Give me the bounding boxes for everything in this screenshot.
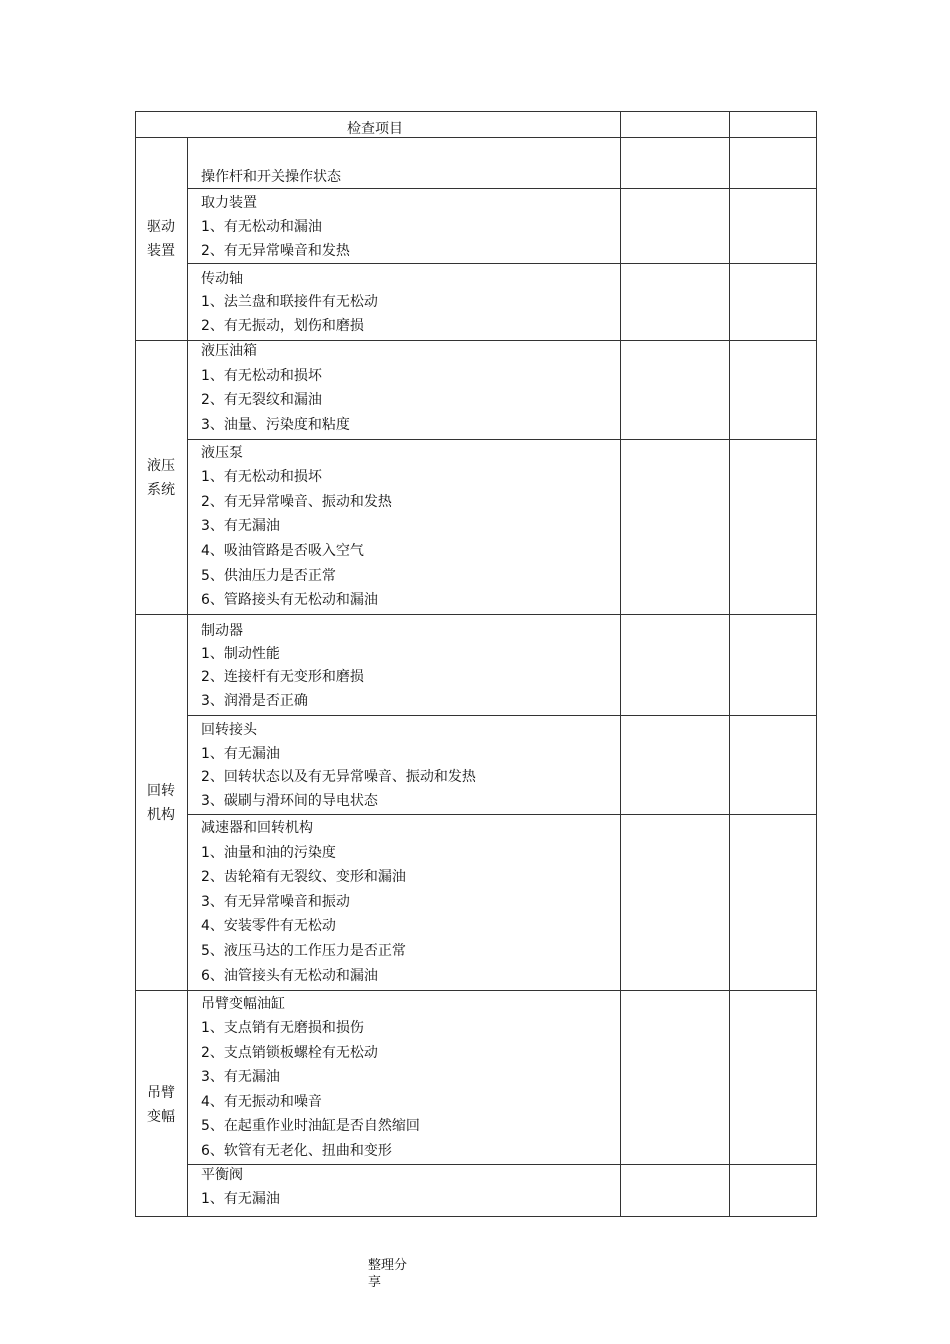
check-item: 3、有无漏油 (201, 1069, 280, 1085)
check-item: 2、支点销锁板螺栓有无松动 (201, 1045, 378, 1061)
category-line: 回转 (147, 783, 175, 799)
check-item: 2、连接杆有无变形和磨损 (201, 669, 364, 685)
category-hydraulic (135, 454, 187, 502)
column-divider-category (187, 137, 188, 1217)
section-title: 操作杆和开关操作状态 (201, 169, 341, 185)
category-line: 液压 (147, 458, 175, 474)
column-divider-result2 (729, 111, 730, 1217)
check-item: 3、碳刷与滑环间的导电状态 (201, 793, 378, 809)
footer-line: 整理分 (368, 1258, 408, 1273)
check-item: 6、软管有无老化、扭曲和变形 (201, 1143, 392, 1159)
subrow-divider (187, 715, 817, 716)
check-item: 2、回转状态以及有无异常噪音、振动和发热 (201, 769, 476, 785)
column-divider-result1 (620, 111, 621, 1217)
table-border-bottom (135, 1216, 817, 1217)
check-item: 1、有无松动和损坏 (201, 469, 322, 485)
category-line: 装置 (147, 243, 175, 259)
category-slewing (135, 779, 187, 827)
check-item: 4、吸油管路是否吸入空气 (201, 543, 364, 559)
subrow-divider (187, 439, 817, 440)
section-title: 液压油箱 (201, 343, 257, 359)
check-item: 3、润滑是否正确 (201, 693, 308, 709)
check-item: 1、制动性能 (201, 646, 280, 662)
subrow-divider (187, 263, 817, 264)
table-border-top (135, 111, 817, 112)
group-divider-slewing (135, 990, 817, 991)
check-item: 6、管路接头有无松动和漏油 (201, 592, 378, 608)
section-title: 减速器和回转机构 (201, 820, 313, 836)
check-item: 2、有无异常噪音和发热 (201, 243, 350, 259)
section-title: 液压泵 (201, 445, 243, 461)
category-line: 吊臂 (147, 1085, 175, 1101)
section-title: 回转接头 (201, 722, 257, 738)
check-item: 2、有无振动，划伤和磨损 (201, 318, 364, 334)
check-item: 1、有无松动和漏油 (201, 219, 322, 235)
check-item: 5、液压马达的工作压力是否正常 (201, 943, 406, 959)
check-item: 1、油量和油的污染度 (201, 845, 336, 861)
group-divider-drive (135, 340, 817, 341)
check-item: 1、有无松动和损坏 (201, 368, 322, 384)
page-footer (368, 1257, 407, 1291)
subrow-divider (187, 1164, 817, 1165)
category-line: 驱动 (147, 219, 175, 235)
check-item: 4、安装零件有无松动 (201, 918, 336, 934)
section-title: 吊臂变幅油缸 (201, 996, 285, 1012)
check-item: 5、供油压力是否正常 (201, 568, 336, 584)
check-item: 5、在起重作业时油缸是否自然缩回 (201, 1118, 420, 1134)
subrow-divider (187, 188, 817, 189)
inspection-table (135, 111, 817, 1217)
check-item: 1、支点销有无磨损和损伤 (201, 1020, 364, 1036)
check-item: 1、有无漏油 (201, 746, 280, 762)
check-item: 4、有无振动和噪音 (201, 1094, 322, 1110)
check-item: 2、有无异常噪音、振动和发热 (201, 494, 392, 510)
section-title: 取力装置 (201, 195, 257, 211)
check-item: 1、有无漏油 (201, 1191, 280, 1207)
category-line: 变幅 (147, 1109, 175, 1125)
section-title: 平衡阀 (201, 1167, 243, 1183)
group-divider-hydraulic (135, 614, 817, 615)
check-item: 3、有无异常噪音和振动 (201, 894, 350, 910)
header-title: 检查项目 (347, 121, 403, 137)
check-item: 3、油量、污染度和粘度 (201, 417, 350, 433)
subrow-divider (187, 814, 817, 815)
table-border-right (816, 111, 817, 1217)
check-item: 2、有无裂纹和漏油 (201, 392, 322, 408)
check-item: 1、法兰盘和联接件有无松动 (201, 294, 378, 310)
footer-line: 享 (368, 1275, 382, 1290)
category-drive (135, 215, 187, 263)
header-row-divider (135, 137, 817, 138)
check-item: 2、齿轮箱有无裂纹、变形和漏油 (201, 869, 406, 885)
category-line: 系统 (147, 482, 175, 498)
section-title: 制动器 (201, 623, 243, 639)
check-item: 3、有无漏油 (201, 518, 280, 534)
check-item: 6、油管接头有无松动和漏油 (201, 968, 378, 984)
section-title: 传动轴 (201, 271, 243, 287)
category-luffing (135, 1081, 187, 1129)
table-border-left (135, 111, 136, 1217)
category-line: 机构 (147, 807, 175, 823)
